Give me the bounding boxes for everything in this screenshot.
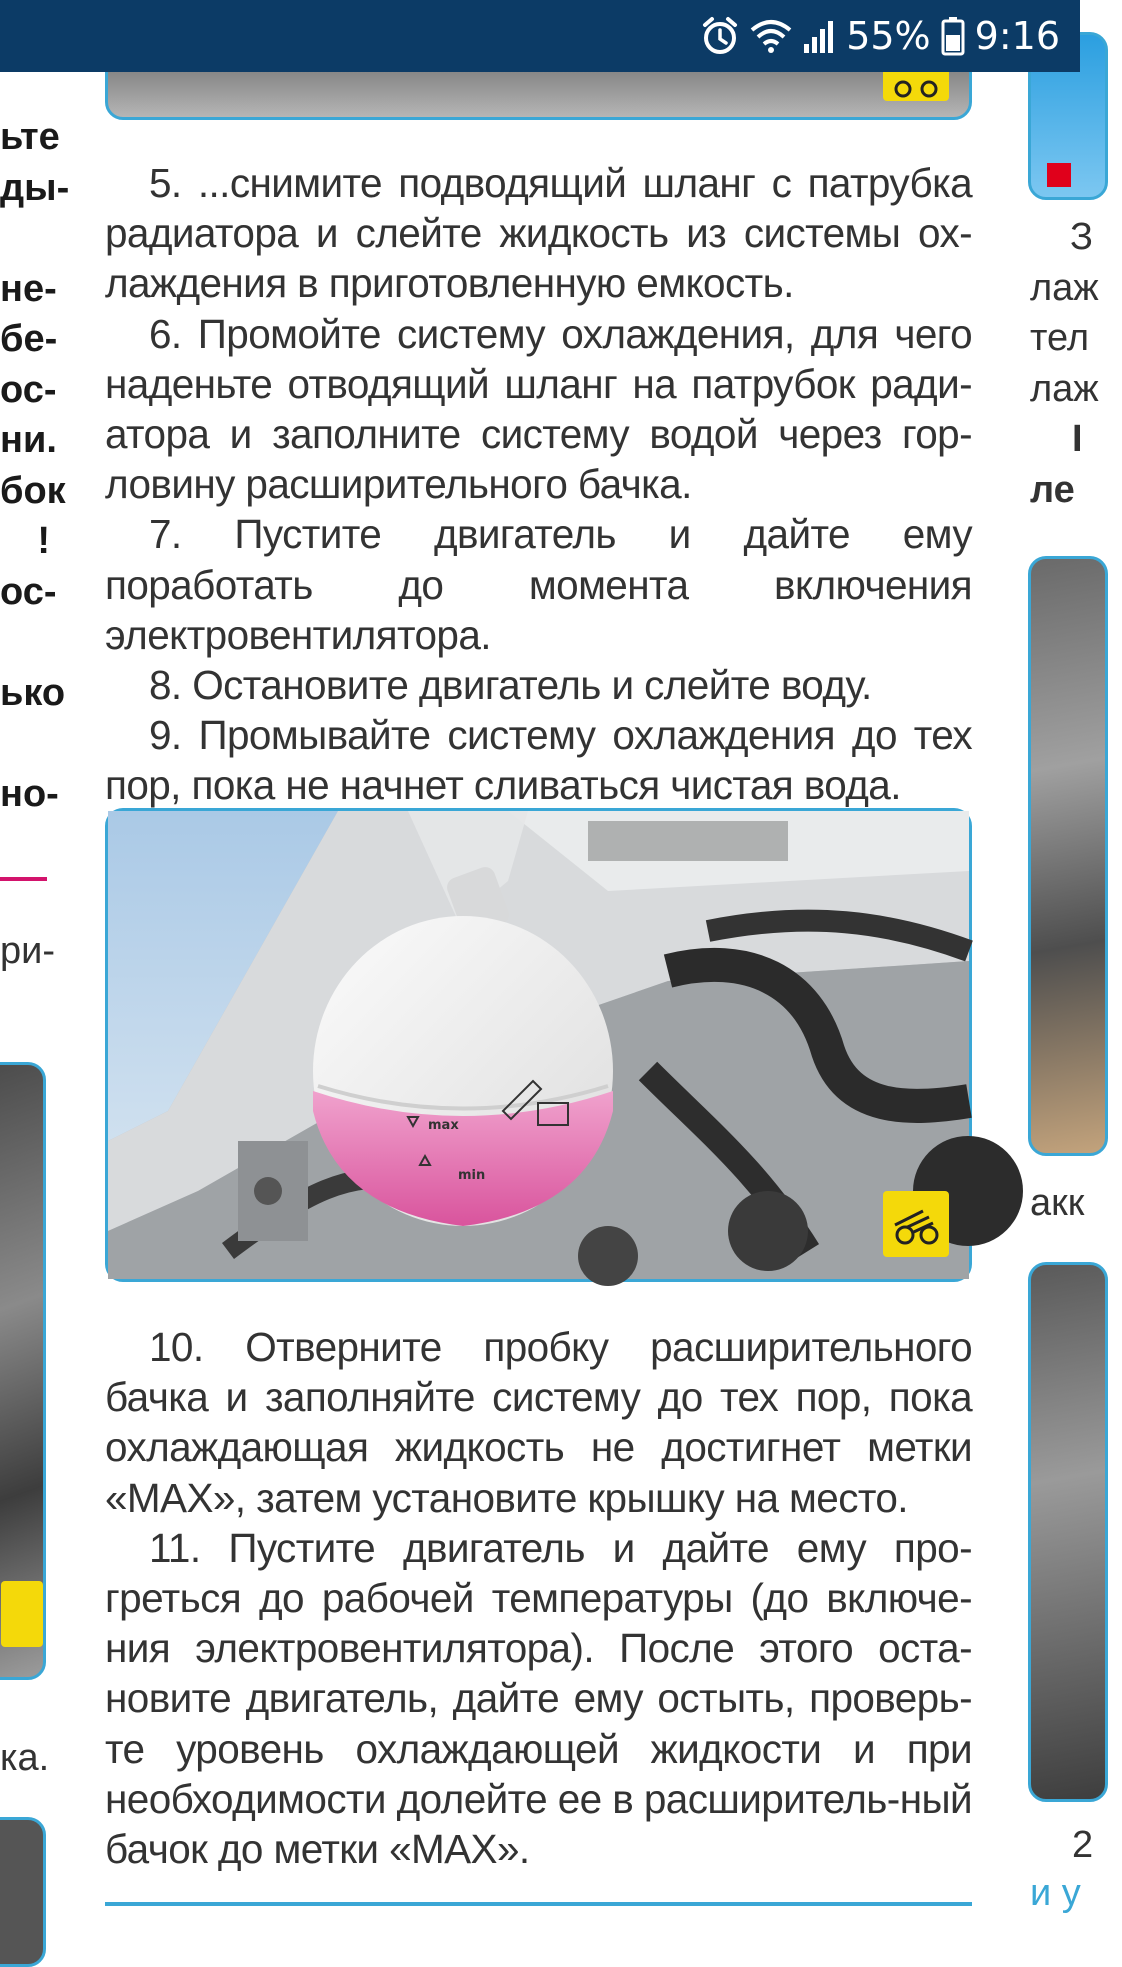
right-column: З лаж тел лаж I ле	[1030, 216, 1099, 511]
status-icons	[700, 0, 1060, 72]
article-column-lower	[105, 1322, 972, 1874]
paragraph-6: 6. Промойте систему охлаждения, для чего наденьте отводящий шланг на патрубок ради-атора и заполните систему водой через гор-ловину расширительного бачка.	[105, 310, 972, 508]
coolant-tank-photo	[105, 808, 972, 1282]
article-column	[105, 158, 972, 811]
right-text-fragment: акк	[1030, 1182, 1085, 1224]
red-marker-icon	[1047, 163, 1071, 187]
right-link-fragment[interactable]: и у	[1030, 1872, 1081, 1914]
right-photo	[1028, 556, 1108, 1156]
alarm-icon	[700, 16, 740, 56]
left-caption-fragment: ка.	[0, 1737, 50, 1779]
battery-icon	[941, 16, 965, 56]
paragraph-10: 10. Отверните пробку расширительного бачка и заполняйте систему до тех пор, пока охлаждающая жидкость не достигнет метки «MAX», затем установите крышку на место.	[105, 1324, 972, 1521]
paragraph-5: 5. ...снимите подводящий шланг с патрубка радиатора и слейте жидкость из системы ох-лаждения в приготовленную емкость.	[105, 160, 972, 307]
status-bar	[0, 0, 1080, 72]
coolant-tank-illustration	[108, 811, 969, 1279]
document-page[interactable]	[0, 72, 1099, 1920]
paragraph-7: 7. Пустите двигатель и дайте ему поработать до момента включения электровентилятора.	[105, 511, 972, 658]
svg-text:max: max	[428, 1118, 459, 1133]
right-text-fragment-2: 2	[1072, 1824, 1094, 1866]
paragraph-8: 8. Остановите двигатель и слейте воду.	[149, 662, 872, 709]
svg-text:min: min	[458, 1168, 486, 1183]
left-column: ьте ды- не- бе- ос- ни. бок ! ос- ько но-	[0, 116, 70, 815]
left-text-fragment: ри-	[0, 930, 56, 972]
signal-icon	[802, 18, 836, 54]
paragraph-9: 9. Промывайте систему охлаждения до тех пор, пока не начнет сливаться чистая вода.	[105, 712, 972, 809]
photo-badge-icon	[883, 1191, 949, 1257]
section-divider	[105, 1902, 972, 1906]
wifi-icon	[750, 18, 792, 54]
paragraph-11: 11. Пустите двигатель и дайте ему про-греться до рабочей температуры (до включе-ния электровентилятора). После этого оста-новите двигатель, дайте ему остыть, проверь-те уровень охлаждающей жидкости и при необходимости долейте ее в расширитель-ный бачок до метки «MAX».	[105, 1524, 972, 1873]
right-bottom-photo	[1028, 1262, 1108, 1802]
left-photo	[0, 1062, 46, 1680]
left-divider	[0, 877, 47, 881]
clock: 9:16	[974, 14, 1060, 58]
left-bottom-photo	[0, 1817, 46, 1967]
battery-percent: 55%	[846, 14, 931, 58]
left-photo-badge-icon	[1, 1581, 43, 1647]
